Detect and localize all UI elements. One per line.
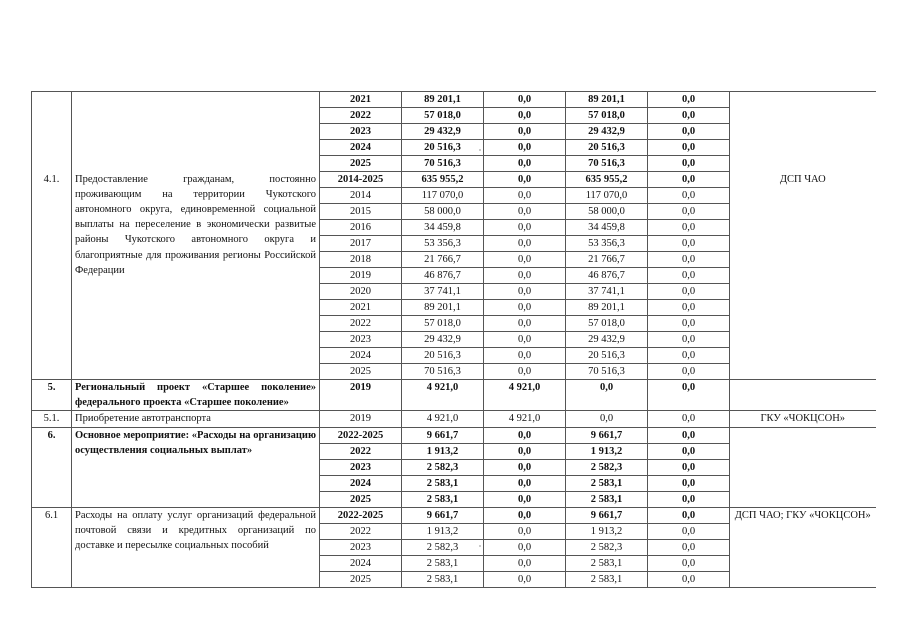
federal-cell: 0,0: [484, 475, 566, 491]
year-cell: 2024: [320, 348, 402, 364]
federal-cell: 0,0: [484, 284, 566, 300]
federal-cell: 0,0: [484, 156, 566, 172]
federal-cell: 0,0: [484, 332, 566, 348]
item-description: Региональный проект «Старшее поколение» федерального проекта «Старшее поколение»: [72, 380, 320, 411]
year-cell: 2025: [320, 364, 402, 380]
total-cell: 29 432,9: [402, 332, 484, 348]
regional-cell: 20 516,3: [566, 140, 648, 156]
year-cell: 2022-2025: [320, 427, 402, 443]
total-cell: 9 661,7: [402, 507, 484, 523]
total-cell: 2 583,1: [402, 491, 484, 507]
item-description: [72, 92, 320, 172]
regional-cell: 0,0: [566, 380, 648, 411]
regional-cell: 117 070,0: [566, 188, 648, 204]
year-cell: 2022: [320, 108, 402, 124]
total-cell: 29 432,9: [402, 124, 484, 140]
federal-cell: 0,0: [484, 300, 566, 316]
other-cell: 0,0: [648, 268, 730, 284]
total-cell: 34 459,8: [402, 220, 484, 236]
regional-cell: 1 913,2: [566, 523, 648, 539]
other-cell: 0,0: [648, 555, 730, 571]
total-cell: 57 018,0: [402, 108, 484, 124]
budget-table: [31, 91, 876, 588]
other-cell: 0,0: [648, 140, 730, 156]
other-cell: 0,0: [648, 252, 730, 268]
total-cell: 70 516,3: [402, 364, 484, 380]
total-cell: 2 582,3: [402, 459, 484, 475]
table-row: [32, 507, 876, 523]
year-cell: 2023: [320, 459, 402, 475]
year-cell: 2023: [320, 539, 402, 555]
federal-cell: 0,0: [484, 172, 566, 188]
federal-cell: 0,0: [484, 268, 566, 284]
year-cell: 2022: [320, 443, 402, 459]
item-number: 4.1.: [32, 172, 72, 380]
other-cell: 0,0: [648, 380, 730, 411]
regional-cell: 2 583,1: [566, 491, 648, 507]
executor-cell: [730, 380, 876, 411]
total-cell: 1 913,2: [402, 523, 484, 539]
other-cell: 0,0: [648, 491, 730, 507]
regional-cell: 2 583,1: [566, 475, 648, 491]
regional-cell: 0,0: [566, 411, 648, 427]
regional-cell: 29 432,9: [566, 332, 648, 348]
table-row: [32, 411, 876, 427]
federal-cell: 4 921,0: [484, 380, 566, 411]
other-cell: 0,0: [648, 284, 730, 300]
regional-cell: 37 741,1: [566, 284, 648, 300]
federal-cell: 0,0: [484, 348, 566, 364]
year-cell: 2022: [320, 316, 402, 332]
federal-cell: 0,0: [484, 252, 566, 268]
year-cell: 2025: [320, 571, 402, 587]
year-cell: 2024: [320, 475, 402, 491]
year-cell: 2019: [320, 411, 402, 427]
other-cell: 0,0: [648, 475, 730, 491]
federal-cell: 0,0: [484, 571, 566, 587]
year-cell: 2025: [320, 156, 402, 172]
total-cell: 21 766,7: [402, 252, 484, 268]
year-cell: 2022-2025: [320, 507, 402, 523]
item-number: 6.1: [32, 507, 72, 587]
federal-cell: 0,0: [484, 427, 566, 443]
item-description: Предоставление гражданам, постоянно проживающим на территории Чукотского автономного округа, единовременной социальной выплаты на переселение в экономически развитые районы Чукотского автономного округа и благоприятные для проживания регионы Российской Федерации: [72, 172, 320, 380]
item-number: 6.: [32, 427, 72, 507]
federal-cell: 0,0: [484, 555, 566, 571]
regional-cell: 58 000,0: [566, 204, 648, 220]
federal-cell: 0,0: [484, 364, 566, 380]
federal-cell: 0,0: [484, 140, 566, 156]
executor-cell: [730, 427, 876, 507]
regional-cell: 2 582,3: [566, 539, 648, 555]
total-cell: 9 661,7: [402, 427, 484, 443]
regional-cell: 89 201,1: [566, 92, 648, 108]
table-row: [32, 427, 876, 443]
other-cell: 0,0: [648, 220, 730, 236]
other-cell: 0,0: [648, 443, 730, 459]
regional-cell: 2 583,1: [566, 555, 648, 571]
executor-cell: ГКУ «ЧОКЦСОН»: [730, 411, 876, 427]
total-cell: 20 516,3: [402, 348, 484, 364]
other-cell: 0,0: [648, 411, 730, 427]
other-cell: 0,0: [648, 172, 730, 188]
year-cell: 2021: [320, 92, 402, 108]
regional-cell: 34 459,8: [566, 220, 648, 236]
regional-cell: 70 516,3: [566, 364, 648, 380]
regional-cell: 89 201,1: [566, 300, 648, 316]
executor-cell: [730, 92, 876, 172]
table-row: [32, 92, 876, 108]
item-number: 5.: [32, 380, 72, 411]
total-cell: 4 921,0: [402, 411, 484, 427]
other-cell: 0,0: [648, 92, 730, 108]
total-cell: 57 018,0: [402, 316, 484, 332]
regional-cell: 9 661,7: [566, 507, 648, 523]
total-cell: 70 516,3: [402, 156, 484, 172]
total-cell: 2 583,1: [402, 475, 484, 491]
other-cell: 0,0: [648, 236, 730, 252]
year-cell: 2014-2025: [320, 172, 402, 188]
year-cell: 2015: [320, 204, 402, 220]
year-cell: 2021: [320, 300, 402, 316]
year-cell: 2024: [320, 555, 402, 571]
item-description: Расходы на оплату услуг организаций федеральной почтовой связи и кредитных организаций по доставке и пересылке социальных пособий: [72, 507, 320, 587]
federal-cell: 0,0: [484, 443, 566, 459]
other-cell: 0,0: [648, 427, 730, 443]
regional-cell: 2 583,1: [566, 571, 648, 587]
year-cell: 2019: [320, 380, 402, 411]
total-cell: 89 201,1: [402, 92, 484, 108]
federal-cell: 0,0: [484, 236, 566, 252]
federal-cell: 0,0: [484, 539, 566, 555]
executor-cell: ДСП ЧАО; ГКУ «ЧОКЦСОН»: [730, 507, 876, 587]
other-cell: 0,0: [648, 348, 730, 364]
other-cell: 0,0: [648, 316, 730, 332]
total-cell: 1 913,2: [402, 443, 484, 459]
regional-cell: 70 516,3: [566, 156, 648, 172]
total-cell: 2 582,3: [402, 539, 484, 555]
federal-cell: 0,0: [484, 92, 566, 108]
scan-speck: [479, 545, 481, 547]
other-cell: 0,0: [648, 539, 730, 555]
federal-cell: 0,0: [484, 459, 566, 475]
total-cell: 20 516,3: [402, 140, 484, 156]
federal-cell: 0,0: [484, 316, 566, 332]
total-cell: 58 000,0: [402, 204, 484, 220]
other-cell: 0,0: [648, 459, 730, 475]
federal-cell: 0,0: [484, 220, 566, 236]
year-cell: 2022: [320, 523, 402, 539]
total-cell: 2 583,1: [402, 571, 484, 587]
year-cell: 2025: [320, 491, 402, 507]
regional-cell: 57 018,0: [566, 316, 648, 332]
other-cell: 0,0: [648, 364, 730, 380]
year-cell: 2019: [320, 268, 402, 284]
other-cell: 0,0: [648, 108, 730, 124]
federal-cell: 0,0: [484, 204, 566, 220]
other-cell: 0,0: [648, 156, 730, 172]
regional-cell: 21 766,7: [566, 252, 648, 268]
year-cell: 2018: [320, 252, 402, 268]
other-cell: 0,0: [648, 571, 730, 587]
other-cell: 0,0: [648, 507, 730, 523]
year-cell: 2017: [320, 236, 402, 252]
item-number: [32, 92, 72, 172]
regional-cell: 20 516,3: [566, 348, 648, 364]
year-cell: 2020: [320, 284, 402, 300]
year-cell: 2024: [320, 140, 402, 156]
federal-cell: 0,0: [484, 124, 566, 140]
table-row: [32, 380, 876, 411]
total-cell: 4 921,0: [402, 380, 484, 411]
regional-cell: 1 913,2: [566, 443, 648, 459]
federal-cell: 0,0: [484, 188, 566, 204]
total-cell: 117 070,0: [402, 188, 484, 204]
federal-cell: 0,0: [484, 507, 566, 523]
table-body: [32, 92, 876, 588]
total-cell: 2 583,1: [402, 555, 484, 571]
regional-cell: 2 582,3: [566, 459, 648, 475]
total-cell: 37 741,1: [402, 284, 484, 300]
regional-cell: 57 018,0: [566, 108, 648, 124]
regional-cell: 9 661,7: [566, 427, 648, 443]
other-cell: 0,0: [648, 188, 730, 204]
total-cell: 635 955,2: [402, 172, 484, 188]
federal-cell: 4 921,0: [484, 411, 566, 427]
item-description: Приобретение автотранспорта: [72, 411, 320, 427]
year-cell: 2023: [320, 124, 402, 140]
federal-cell: 0,0: [484, 491, 566, 507]
other-cell: 0,0: [648, 300, 730, 316]
item-description: Основное мероприятие: «Расходы на организацию осуществления социальных выплат»: [72, 427, 320, 507]
year-cell: 2014: [320, 188, 402, 204]
table-row: [32, 172, 876, 188]
scan-speck: [479, 149, 481, 151]
year-cell: 2023: [320, 332, 402, 348]
federal-cell: 0,0: [484, 523, 566, 539]
executor-cell: ДСП ЧАО: [730, 172, 876, 380]
total-cell: 46 876,7: [402, 268, 484, 284]
regional-cell: 635 955,2: [566, 172, 648, 188]
total-cell: 89 201,1: [402, 300, 484, 316]
other-cell: 0,0: [648, 204, 730, 220]
federal-cell: 0,0: [484, 108, 566, 124]
other-cell: 0,0: [648, 523, 730, 539]
other-cell: 0,0: [648, 332, 730, 348]
total-cell: 53 356,3: [402, 236, 484, 252]
regional-cell: 53 356,3: [566, 236, 648, 252]
regional-cell: 46 876,7: [566, 268, 648, 284]
year-cell: 2016: [320, 220, 402, 236]
item-number: 5.1.: [32, 411, 72, 427]
regional-cell: 29 432,9: [566, 124, 648, 140]
other-cell: 0,0: [648, 124, 730, 140]
